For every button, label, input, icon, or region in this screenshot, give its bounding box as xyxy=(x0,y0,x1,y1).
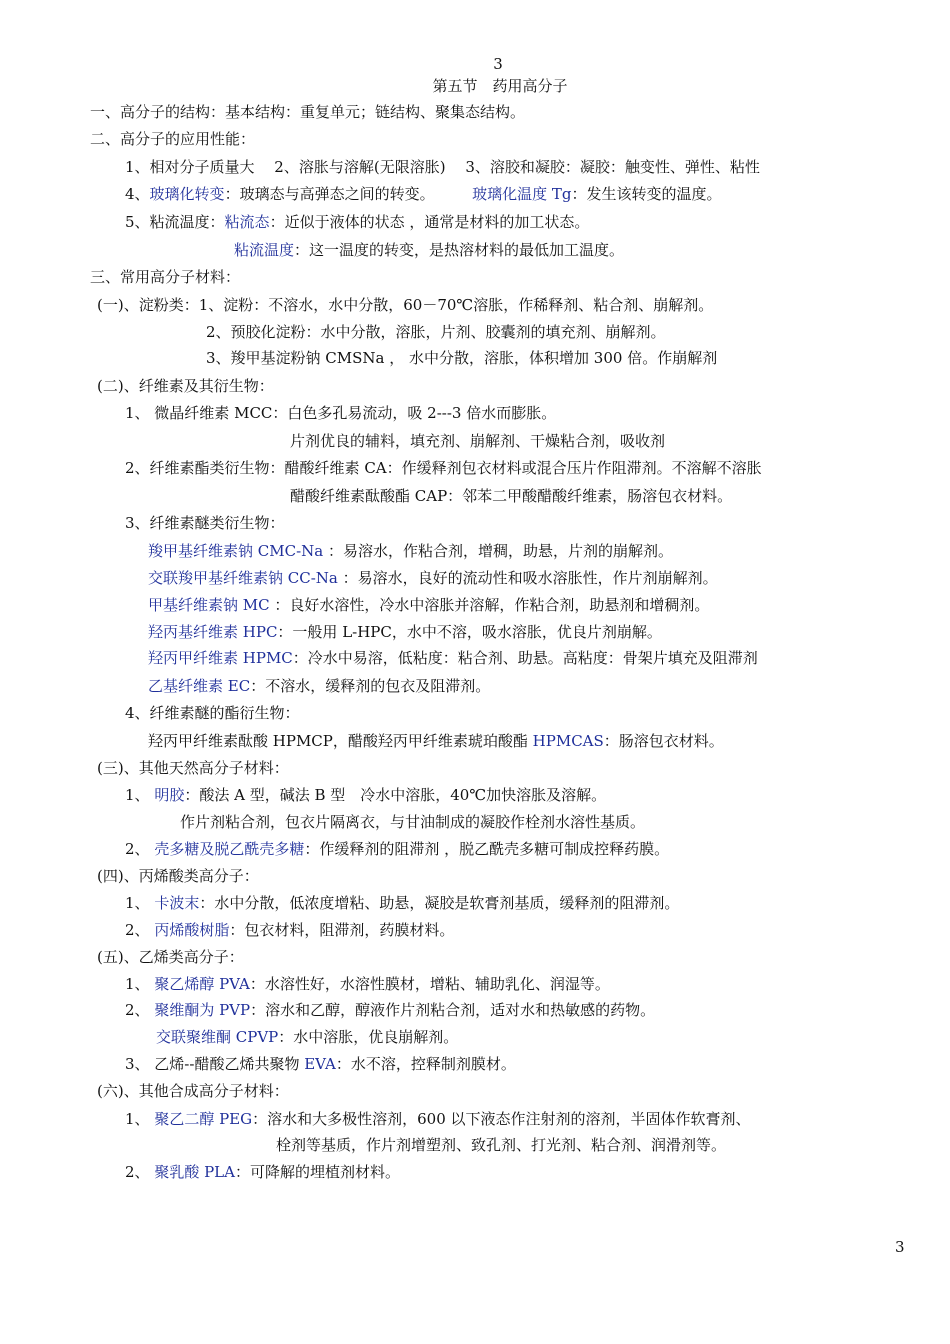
text-line xyxy=(148,731,724,751)
text-run: ：溶水和乙醇，醇液作片剂粘合剂，适对水和热敏感的药物。 xyxy=(250,1001,656,1019)
text-line xyxy=(90,267,240,287)
section-title: 第五节 药用高分子 xyxy=(432,77,568,95)
text-line xyxy=(180,812,645,832)
page-number-top: 3 xyxy=(493,55,503,73)
text-line xyxy=(125,403,556,423)
text-run: (四)、丙烯酸类高分子： xyxy=(97,867,259,885)
text-line xyxy=(290,486,732,506)
text-run: ：易溶水，良好的流动性和吸水溶胀性，作片剂崩解剂。 xyxy=(337,569,718,587)
term-highlight: 聚乙烯醇 PVA xyxy=(154,975,250,993)
text-line xyxy=(97,1081,289,1101)
text-line xyxy=(125,513,285,533)
text-run: 2、 xyxy=(125,1163,155,1181)
text-run: ：发生该转变的温度。 xyxy=(571,185,722,203)
text-run: 羟丙甲纤维素酞酸 HPMCP，醋酸羟丙甲纤维素琥珀酸酯 xyxy=(148,732,533,750)
text-run: ：作缓释剂的阻滞剂 ，脱乙酰壳多糖可制成控释药膜。 xyxy=(304,840,670,858)
text-line xyxy=(148,648,758,668)
term-highlight: EVA xyxy=(304,1055,336,1073)
text-run: ：冷水中易溶，低粘度：粘合剂、助悬。高粘度：骨架片填充及阻滞剂 xyxy=(292,649,758,667)
text-line xyxy=(125,1054,516,1074)
text-run: 1、相对分子质量大 2、溶胀与溶解(无限溶胀) 3、溶胶和凝胶：凝胶：触变性、弹性、粘性 xyxy=(125,158,760,176)
text-line xyxy=(125,785,606,805)
text-run: ：可降解的埋植剂材料。 xyxy=(234,1163,400,1181)
text-line xyxy=(125,1109,751,1129)
text-line xyxy=(276,1135,726,1155)
text-run: ：包衣材料，阻滞剂，药膜材料。 xyxy=(229,921,455,939)
text-line xyxy=(97,947,244,967)
text-run: ：良好水溶性，冷水中溶胀并溶解，作粘合剂，助悬剂和增稠剂。 xyxy=(269,596,710,614)
term-highlight: 卡波末 xyxy=(154,894,200,912)
term-highlight: 羟丙基纤维素 HPC xyxy=(148,623,278,641)
text-run: 4、 xyxy=(125,185,150,203)
term-highlight: 明胶 xyxy=(154,786,185,804)
text-line xyxy=(148,541,673,561)
text-run: ：不溶水，缓释剂的包衣及阻滞剂。 xyxy=(250,677,491,695)
term-highlight: 甲基纤维素钠 MC xyxy=(148,596,270,614)
text-run: 5、粘流温度： xyxy=(125,213,225,231)
term-highlight: 壳多糖及脱乙酰壳多糖 xyxy=(154,840,305,858)
text-line xyxy=(148,622,662,642)
text-run: ：易溶水，作粘合剂，增稠，助悬，片剂的崩解剂。 xyxy=(323,542,673,560)
term-highlight: 羧甲基纤维素钠 CMC-Na xyxy=(148,542,324,560)
text-line xyxy=(97,295,713,315)
term-highlight: 玻璃化温度 Tg xyxy=(472,185,572,203)
text-run: 2、 xyxy=(125,921,155,939)
term-highlight: 乙基纤维素 EC xyxy=(148,677,251,695)
text-run: 1、 微晶纤维素 MCC：白色多孔易流动，吸 2---3 倍水而膨胀。 xyxy=(125,404,557,422)
text-line xyxy=(125,839,669,859)
text-line xyxy=(125,458,762,478)
text-run: 4、纤维素醚的酯衍生物： xyxy=(125,704,300,722)
text-line xyxy=(148,595,709,615)
text-line xyxy=(125,920,454,940)
term-highlight: 交联羧甲基纤维素钠 CC-Na xyxy=(148,569,338,587)
text-run: (一)、淀粉类：1、淀粉：不溶水，水中分散，60－70℃溶胀，作稀释剂、粘合剂、崩解剂。 xyxy=(97,296,714,314)
text-run: 1、 xyxy=(125,894,155,912)
text-line xyxy=(90,129,255,149)
term-highlight: 丙烯酸树脂 xyxy=(154,921,230,939)
text-run: 2、 xyxy=(125,840,155,858)
text-run: 1、 xyxy=(125,975,155,993)
text-line xyxy=(125,703,300,723)
text-run: 一、高分子的结构：基本结构：重复单元；链结构、聚集态结构。 xyxy=(90,103,526,121)
text-line xyxy=(125,212,589,232)
text-run: ：玻璃态与高弹态之间的转变。 xyxy=(224,185,473,203)
text-run: (三)、其他天然高分子材料： xyxy=(97,759,289,777)
term-highlight: 粘流态 xyxy=(224,213,270,231)
term-highlight: 粘流温度 xyxy=(234,241,295,259)
text-line xyxy=(90,102,525,122)
text-run: 1、 xyxy=(125,786,155,804)
text-run: ：水中分散，低浓度增粘、助悬，凝胶是软膏剂基质，缓释剂的阻滞剂。 xyxy=(199,894,680,912)
text-run: 2、纤维素酯类衍生物：醋酸纤维素 CA：作缓释剂包衣材料或混合压片作阻滞剂。不溶解不溶胀 xyxy=(125,459,762,477)
text-line xyxy=(234,240,624,260)
text-run: 1、 xyxy=(125,1110,155,1128)
text-run: 作片剂粘合剂，包衣片隔离衣，与甘油制成的凝胶作栓剂水溶性基质。 xyxy=(180,813,646,831)
text-run: ：一般用 L-HPC，水中不溶，吸水溶胀，优良片剂崩解。 xyxy=(277,623,662,641)
text-run: ：肠溶包衣材料。 xyxy=(603,732,724,750)
text-line xyxy=(156,1027,458,1047)
text-run: ：近似于液体的状态 ，通常是材料的加工状态。 xyxy=(269,213,590,231)
text-run: 3、羧甲基淀粉钠 CMSNa ， 水中分散，溶胀，体积增加 300 倍。作崩解剂 xyxy=(206,349,718,367)
text-run: 片剂优良的辅料，填充剂、崩解剂、干燥粘合剂，吸收剂 xyxy=(290,432,666,450)
text-run: 3、纤维素醚类衍生物： xyxy=(125,514,285,532)
text-run: ：这一温度的转变，是热溶材料的最低加工温度。 xyxy=(294,241,625,259)
text-run: (五)、乙烯类高分子： xyxy=(97,948,244,966)
text-line xyxy=(125,893,679,913)
text-run: 醋酸纤维素酞酸酯 CAP：邻苯二甲酸醋酸纤维素，肠溶包衣材料。 xyxy=(290,487,733,505)
term-highlight: 羟丙甲纤维素 HPMC xyxy=(148,649,293,667)
term-highlight: 聚乙二醇 PEG xyxy=(154,1110,253,1128)
text-line xyxy=(125,157,760,177)
page-number-bottom: 3 xyxy=(895,1238,905,1256)
text-run: (六)、其他合成高分子材料： xyxy=(97,1082,289,1100)
text-line xyxy=(290,431,665,451)
text-line xyxy=(97,376,274,396)
text-run: 2、 xyxy=(125,1001,155,1019)
text-run: 栓剂等基质，作片剂增塑剂、致孔剂、打光剂、粘合剂、润滑剂等。 xyxy=(276,1136,727,1154)
term-highlight: 玻璃化转变 xyxy=(149,185,225,203)
text-run: ：水中溶胀，优良崩解剂。 xyxy=(278,1028,459,1046)
text-line xyxy=(125,1000,655,1020)
text-run: 2、预胶化淀粉：水中分散，溶胀，片剂、胶囊剂的填充剂、崩解剂。 xyxy=(206,323,666,341)
text-line xyxy=(125,974,610,994)
text-line xyxy=(125,184,721,204)
text-run: 3、 乙烯--醋酸乙烯共聚物 xyxy=(125,1055,305,1073)
term-highlight: 聚乳酸 PLA xyxy=(154,1163,235,1181)
text-line xyxy=(97,758,289,778)
text-line xyxy=(148,568,718,588)
text-run: ：水溶性好，水溶性膜材，增粘、辅助乳化、润湿等。 xyxy=(249,975,610,993)
text-line xyxy=(97,866,259,886)
text-line xyxy=(125,1162,400,1182)
text-run: 二、高分子的应用性能： xyxy=(90,130,256,148)
text-line xyxy=(148,676,490,696)
text-line xyxy=(206,348,717,368)
text-run: 三、常用高分子材料： xyxy=(90,268,241,286)
term-highlight: HPMCAS xyxy=(532,732,604,750)
text-run: ：酸法 A 型，碱法 B 型 冷水中溶胀，40℃加快溶胀及溶解。 xyxy=(184,786,607,804)
text-run: ：水不溶，控释制剂膜材。 xyxy=(335,1055,516,1073)
term-highlight: 交联聚维酮 CPVP xyxy=(156,1028,279,1046)
text-run: ：溶水和大多极性溶剂，600 以下液态作注射剂的溶剂，半固体作软膏剂、 xyxy=(252,1110,751,1128)
text-run: (二)、纤维素及其衍生物： xyxy=(97,377,274,395)
term-highlight: 聚维酮为 PVP xyxy=(154,1001,251,1019)
text-line xyxy=(206,322,666,342)
